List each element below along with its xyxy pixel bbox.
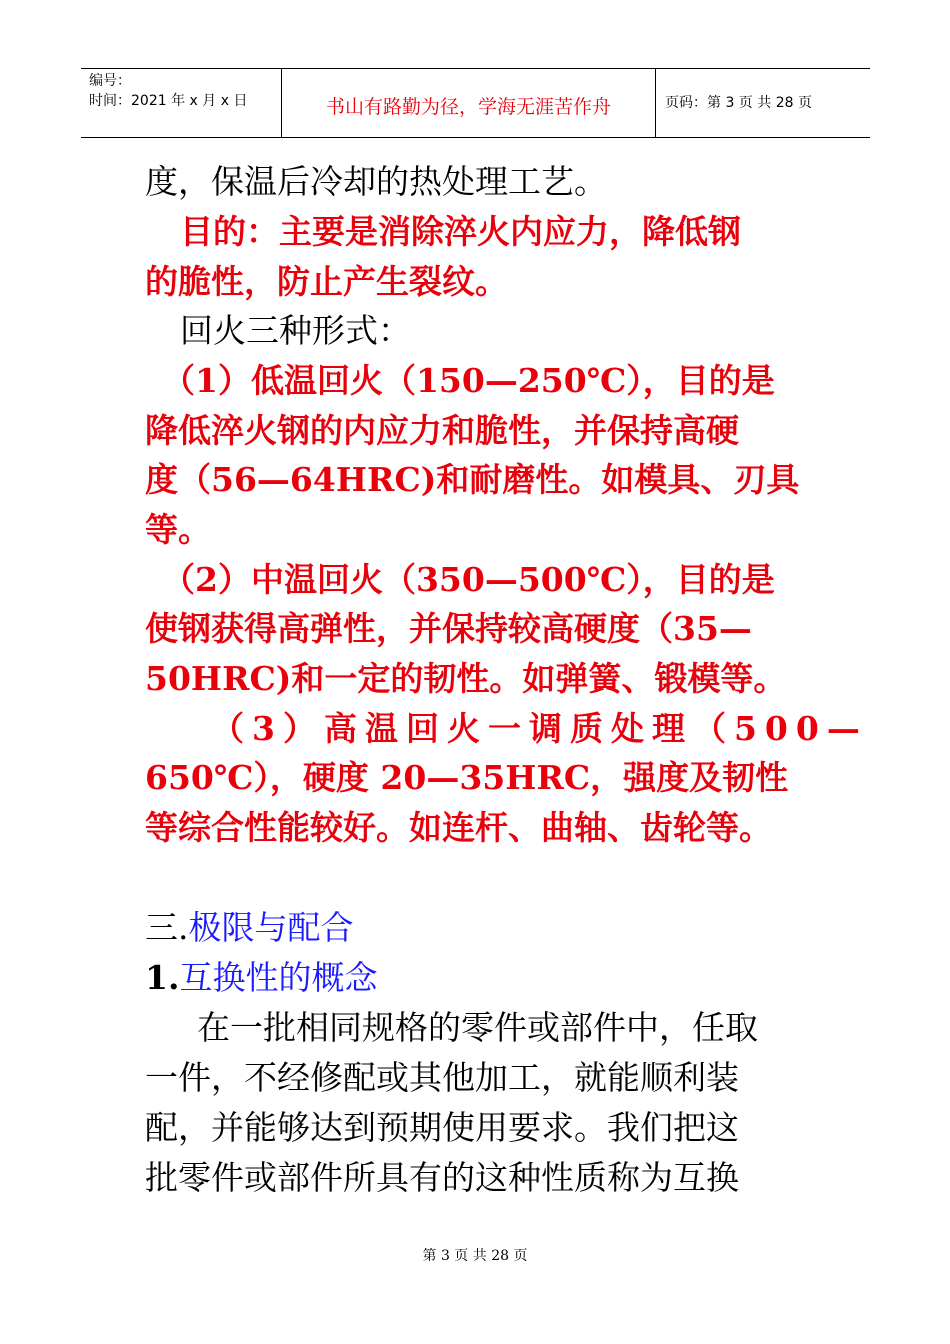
subsection-number: 1.	[145, 958, 180, 997]
high-temp-line: （3）高温回火一调质处理（500—	[211, 709, 868, 748]
paragraph-line: 配，并能够达到预期使用要求。我们把这	[145, 1108, 739, 1147]
document-header	[81, 68, 870, 138]
high-temp-line: 等综合性能较好。如连杆、曲轴、齿轮等。	[145, 808, 772, 847]
page-footer: 第 3 页 共 28 页	[422, 1248, 528, 1264]
low-temp-line: 度（56—64HRC)和耐磨性。如模具、刃具	[145, 460, 800, 499]
document-time-label: 时间：2021 年 x 月 x 日	[89, 93, 248, 109]
high-temp-line: 650℃），硬度 20—35HRC，强度及韧性	[145, 758, 789, 797]
section-number: 三.	[145, 908, 189, 947]
mid-temp-line: 50HRC)和一定的韧性。如弹簧、锻模等。	[145, 659, 787, 698]
section-title: 极限与配合	[188, 908, 354, 947]
tempering-heading: 回火三种形式：	[180, 311, 411, 350]
header-middle-cell	[281, 69, 656, 137]
paragraph-line: 批零件或部件所具有的这种性质称为互换	[145, 1158, 739, 1197]
paragraph-line: 在一批相同规格的零件或部件中，任取	[197, 1008, 758, 1047]
header-page-info: 页码：第 3 页 共 28 页	[665, 95, 812, 111]
purpose-line: 的脆性，防止产生裂纹。	[145, 262, 508, 301]
purpose-line: 目的：主要是消除淬火内应力，降低钢	[180, 212, 741, 251]
subsection-title: 互换性的概念	[179, 958, 378, 997]
header-right-cell	[655, 69, 870, 137]
subsection-heading-1	[145, 953, 377, 1003]
mid-temp-line: （2）中温回火（350—500℃），目的是	[162, 560, 775, 599]
header-motto: 书山有路勤为径，学海无涯苦作舟	[325, 96, 611, 118]
low-temp-line: 等。	[145, 510, 211, 549]
document-code-label: 编号：	[89, 73, 131, 89]
text-line: 度，保温后冷却的热处理工艺。	[145, 162, 607, 201]
section-heading-3	[145, 903, 354, 953]
low-temp-line: 降低淬火钢的内应力和脆性，并保持高硬	[145, 411, 739, 450]
header-left-cell	[81, 69, 281, 137]
mid-temp-line: 使钢获得高弹性，并保持较高硬度（35—	[145, 609, 752, 648]
paragraph-line: 一件，不经修配或其他加工，就能顺利装	[145, 1058, 739, 1097]
low-temp-line: （1）低温回火（150—250℃），目的是	[162, 361, 775, 400]
